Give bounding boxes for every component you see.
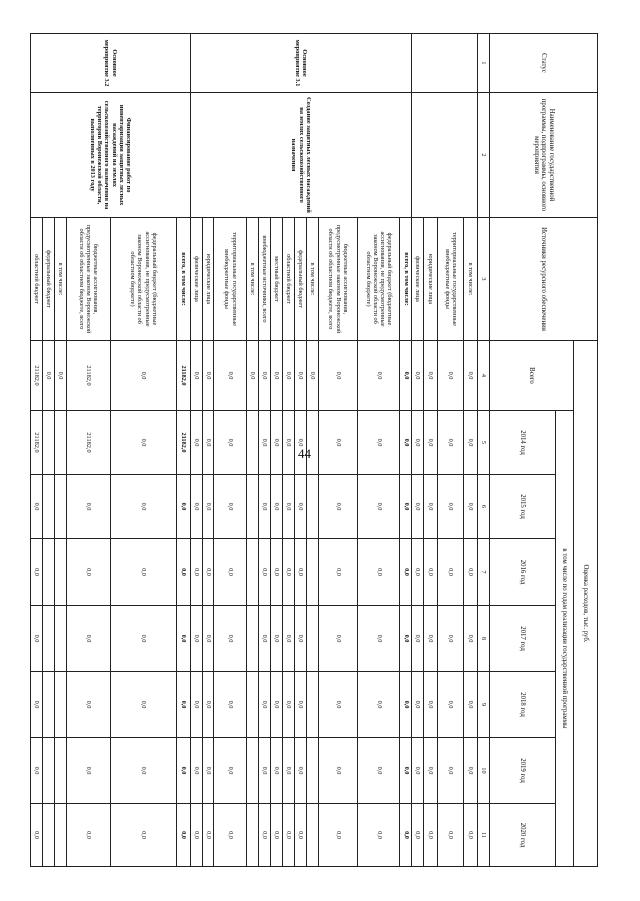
value-cell: 0,0 xyxy=(271,672,283,738)
value-cell xyxy=(54,672,66,738)
value-cell: 0,0 xyxy=(294,475,306,539)
value-cell xyxy=(247,738,259,804)
value-cell xyxy=(54,606,66,672)
value-cell: 0,0 xyxy=(111,475,176,539)
value-cell: 0,0 xyxy=(259,341,271,411)
value-cell: 0,0 xyxy=(464,539,478,606)
value-cell: 0,0 xyxy=(66,672,110,738)
value-cell: 0,0 xyxy=(259,539,271,606)
source-cell: в том числе: xyxy=(306,218,318,341)
source-cell: физические лица xyxy=(190,218,202,341)
header-source: Источники ресурсного обеспечения xyxy=(490,218,598,341)
header-status: Статус xyxy=(490,34,598,93)
value-cell: 0,0 xyxy=(259,804,271,867)
value-cell xyxy=(306,539,318,606)
value-cell xyxy=(54,475,66,539)
source-cell: областной бюджет xyxy=(31,218,43,341)
value-cell xyxy=(247,475,259,539)
header-year: 2018 год xyxy=(490,672,556,738)
value-cell: 0,0 xyxy=(202,411,214,475)
value-cell: 0,0 xyxy=(464,672,478,738)
header-year: 2020 год xyxy=(490,804,556,867)
header-by-years: в том числе по годам реализации государственной программы xyxy=(556,411,574,867)
value-cell: 0,0 xyxy=(271,341,283,411)
value-cell: 0,0 xyxy=(259,672,271,738)
value-cell xyxy=(247,804,259,867)
source-cell: в том числе: xyxy=(54,218,66,341)
value-cell: 0,0 xyxy=(31,804,43,867)
source-cell: бюджетные ассигнования, предусмотренные законом Воронежской области об областном бюджете, всего xyxy=(66,218,110,341)
value-cell: 0,0 xyxy=(400,341,412,411)
value-cell xyxy=(54,411,66,475)
value-cell: 0,0 xyxy=(424,539,438,606)
source-cell: в том числе: xyxy=(247,218,259,341)
value-cell xyxy=(43,539,55,606)
value-cell: 0,0 xyxy=(464,411,478,475)
value-cell xyxy=(43,606,55,672)
source-cell: территориальные государственные внебюджетные фонды xyxy=(438,218,464,341)
source-cell: федеральный бюджет xyxy=(43,218,55,341)
value-cell: 0,0 xyxy=(190,804,202,867)
value-cell: 0,0 xyxy=(424,411,438,475)
value-cell: 0,0 xyxy=(318,411,358,475)
source-cell: бюджетные ассигнования, предусмотренные законом Воронежской области об областном бюджете, всего xyxy=(318,218,358,341)
value-cell: 0,0 xyxy=(438,606,464,672)
value-cell: 0,0 xyxy=(318,804,358,867)
value-cell: 0,0 xyxy=(358,411,400,475)
value-cell: 0,0 xyxy=(259,738,271,804)
value-cell: 0,0 xyxy=(214,672,247,738)
value-cell: 0,0 xyxy=(294,341,306,411)
value-cell: 0,0 xyxy=(202,738,214,804)
source-cell: физические лица xyxy=(412,218,424,341)
value-cell: 21182,0 xyxy=(31,411,43,475)
column-number: 9 xyxy=(478,672,490,738)
status-cell: Основное мероприятие 3.1 xyxy=(190,34,412,93)
source-cell: юридические лица xyxy=(424,218,438,341)
value-cell: 0,0 xyxy=(202,341,214,411)
value-cell: 0,0 xyxy=(424,672,438,738)
value-cell: 0,0 xyxy=(282,411,294,475)
value-cell: 0,0 xyxy=(358,672,400,738)
value-cell: 0,0 xyxy=(190,738,202,804)
source-cell: федеральный бюджет xyxy=(294,218,306,341)
value-cell: 0,0 xyxy=(438,539,464,606)
header-year: 2017 год xyxy=(490,606,556,672)
value-cell: 0,0 xyxy=(202,475,214,539)
column-number: 7 xyxy=(478,539,490,606)
value-cell: 0,0 xyxy=(190,606,202,672)
source-cell: в том числе: xyxy=(464,218,478,341)
value-cell: 0,0 xyxy=(282,341,294,411)
value-cell: 0,0 xyxy=(424,606,438,672)
value-cell: 0,0 xyxy=(111,539,176,606)
value-cell: 0,0 xyxy=(214,539,247,606)
value-cell: 0,0 xyxy=(214,475,247,539)
value-cell: 0,0 xyxy=(358,804,400,867)
value-cell: 0,0 xyxy=(271,539,283,606)
column-number: 5 xyxy=(478,411,490,475)
value-cell: 0,0 xyxy=(412,411,424,475)
value-cell xyxy=(247,411,259,475)
value-cell: 0,0 xyxy=(111,411,176,475)
value-cell: 0,0 xyxy=(400,475,412,539)
name-cell xyxy=(412,93,478,218)
table-row xyxy=(464,34,478,867)
value-cell: 0,0 xyxy=(412,672,424,738)
value-cell: 0,0 xyxy=(176,738,190,804)
value-cell: 0,0 xyxy=(412,341,424,411)
value-cell: 0,0 xyxy=(214,411,247,475)
value-cell: 0,0 xyxy=(282,606,294,672)
value-cell: 21182,0 xyxy=(66,341,110,411)
column-number: 6 xyxy=(478,475,490,539)
value-cell: 0,0 xyxy=(190,672,202,738)
value-cell: 0,0 xyxy=(43,341,55,411)
value-cell: 0,0 xyxy=(438,738,464,804)
value-cell: 0,0 xyxy=(271,738,283,804)
source-cell: территориальные государственные внебюджетные фонды xyxy=(214,218,247,341)
value-cell: 0,0 xyxy=(294,738,306,804)
value-cell xyxy=(247,539,259,606)
header-year: 2019 год xyxy=(490,738,556,804)
value-cell xyxy=(306,804,318,867)
value-cell: 0,0 xyxy=(306,341,318,411)
budget-table xyxy=(30,33,598,867)
value-cell: 0,0 xyxy=(282,539,294,606)
value-cell: 0,0 xyxy=(31,672,43,738)
value-cell: 0,0 xyxy=(271,411,283,475)
value-cell: 0,0 xyxy=(66,475,110,539)
value-cell: 0,0 xyxy=(318,341,358,411)
value-cell: 0,0 xyxy=(400,738,412,804)
value-cell: 0,0 xyxy=(400,539,412,606)
value-cell: 0,0 xyxy=(214,738,247,804)
value-cell: 0,0 xyxy=(214,804,247,867)
value-cell: 0,0 xyxy=(176,672,190,738)
value-cell: 0,0 xyxy=(400,411,412,475)
value-cell: 0,0 xyxy=(111,672,176,738)
value-cell: 0,0 xyxy=(318,606,358,672)
value-cell: 0,0 xyxy=(438,672,464,738)
table-row xyxy=(176,34,190,867)
value-cell xyxy=(54,804,66,867)
value-cell: 0,0 xyxy=(294,672,306,738)
value-cell: 0,0 xyxy=(424,804,438,867)
value-cell xyxy=(306,738,318,804)
value-cell: 0,0 xyxy=(111,738,176,804)
header-estimate: Оценка расходов, тыс. руб. xyxy=(574,341,598,867)
value-cell: 0,0 xyxy=(259,475,271,539)
value-cell: 0,0 xyxy=(176,475,190,539)
source-cell: всего, в том числе: xyxy=(400,218,412,341)
header-year: 2016 год xyxy=(490,539,556,606)
value-cell: 0,0 xyxy=(214,606,247,672)
value-cell: 0,0 xyxy=(66,738,110,804)
value-cell: 0,0 xyxy=(358,606,400,672)
value-cell: 0,0 xyxy=(294,804,306,867)
header-total: Всего xyxy=(490,341,574,411)
value-cell: 0,0 xyxy=(214,341,247,411)
value-cell: 0,0 xyxy=(190,411,202,475)
value-cell xyxy=(43,475,55,539)
value-cell: 0,0 xyxy=(111,804,176,867)
status-cell: Основное мероприятие 3.2 xyxy=(31,34,191,93)
source-cell: внебюджетные источники, всего xyxy=(259,218,271,341)
value-cell xyxy=(247,606,259,672)
value-cell: 0,0 xyxy=(464,804,478,867)
value-cell: 0,0 xyxy=(202,539,214,606)
value-cell: 0,0 xyxy=(190,341,202,411)
page-number: 44 xyxy=(298,446,311,461)
value-cell: 0,0 xyxy=(318,672,358,738)
value-cell: 0,0 xyxy=(294,539,306,606)
source-cell: юридические лица xyxy=(202,218,214,341)
column-number: 8 xyxy=(478,606,490,672)
value-cell: 0,0 xyxy=(176,804,190,867)
value-cell: 0,0 xyxy=(271,606,283,672)
value-cell: 0,0 xyxy=(358,341,400,411)
source-cell: федеральный бюджет (бюджетные ассигнования, не предусмотренные законом Воронежской области об областном бюджете) xyxy=(111,218,176,341)
value-cell: 0,0 xyxy=(358,475,400,539)
value-cell xyxy=(306,411,318,475)
value-cell: 21182,0 xyxy=(66,411,110,475)
value-cell: 0,0 xyxy=(294,606,306,672)
value-cell: 0,0 xyxy=(464,738,478,804)
value-cell xyxy=(54,539,66,606)
source-cell: областной бюджет xyxy=(282,218,294,341)
value-cell xyxy=(54,738,66,804)
value-cell xyxy=(43,804,55,867)
value-cell: 0,0 xyxy=(318,539,358,606)
value-cell: 0,0 xyxy=(358,738,400,804)
value-cell: 0,0 xyxy=(464,475,478,539)
value-cell: 0,0 xyxy=(31,606,43,672)
value-cell xyxy=(247,672,259,738)
value-cell xyxy=(306,475,318,539)
value-cell: 0,0 xyxy=(111,606,176,672)
value-cell: 0,0 xyxy=(412,738,424,804)
source-cell: федеральный бюджет (бюджетные ассигнования, не предусмотренные законом Воронежской области об областном бюджете) xyxy=(358,218,400,341)
value-cell: 0,0 xyxy=(464,606,478,672)
value-cell: 0,0 xyxy=(424,341,438,411)
column-number: 10 xyxy=(478,738,490,804)
value-cell: 0,0 xyxy=(202,672,214,738)
value-cell: 21182,0 xyxy=(176,341,190,411)
value-cell: 0,0 xyxy=(400,606,412,672)
value-cell: 0,0 xyxy=(424,475,438,539)
value-cell: 0,0 xyxy=(400,804,412,867)
column-number: 1 xyxy=(478,34,490,93)
table-row xyxy=(400,34,412,867)
value-cell xyxy=(43,738,55,804)
value-cell: 0,0 xyxy=(271,475,283,539)
value-cell: 0,0 xyxy=(412,539,424,606)
value-cell: 0,0 xyxy=(438,804,464,867)
value-cell: 21182,0 xyxy=(31,341,43,411)
column-number: 11 xyxy=(478,804,490,867)
column-number: 2 xyxy=(478,93,490,218)
header-name: Наименование государственной программы, подпрограммы, основного мероприятия xyxy=(490,93,598,218)
value-cell: 0,0 xyxy=(176,606,190,672)
value-cell: 0,0 xyxy=(318,738,358,804)
value-cell: 0,0 xyxy=(176,539,190,606)
value-cell: 0,0 xyxy=(464,341,478,411)
value-cell: 0,0 xyxy=(271,804,283,867)
value-cell: 0,0 xyxy=(190,475,202,539)
value-cell: 0,0 xyxy=(202,804,214,867)
value-cell: 0,0 xyxy=(438,411,464,475)
header-year: 2015 год xyxy=(490,475,556,539)
value-cell: 0,0 xyxy=(438,475,464,539)
value-cell: 0,0 xyxy=(31,475,43,539)
value-cell: 0,0 xyxy=(282,738,294,804)
source-cell: местный бюджет xyxy=(271,218,283,341)
column-number: 4 xyxy=(478,341,490,411)
value-cell xyxy=(43,672,55,738)
value-cell: 0,0 xyxy=(318,475,358,539)
source-cell: всего, в том числе: xyxy=(176,218,190,341)
value-cell: 0,0 xyxy=(190,539,202,606)
value-cell: 0,0 xyxy=(31,539,43,606)
value-cell: 21182,0 xyxy=(176,411,190,475)
value-cell: 0,0 xyxy=(202,606,214,672)
value-cell: 0,0 xyxy=(412,804,424,867)
value-cell: 0,0 xyxy=(400,672,412,738)
value-cell: 0,0 xyxy=(247,341,259,411)
value-cell: 0,0 xyxy=(294,411,306,475)
value-cell xyxy=(306,672,318,738)
value-cell: 0,0 xyxy=(111,341,176,411)
value-cell: 0,0 xyxy=(412,606,424,672)
value-cell: 0,0 xyxy=(259,606,271,672)
value-cell: 0,0 xyxy=(282,804,294,867)
rotated-table-container xyxy=(30,33,598,866)
name-cell: Создание защитных лесных насаждений на землях сельскохозяйственного назначения xyxy=(190,93,412,218)
status-cell xyxy=(412,34,478,93)
value-cell: 0,0 xyxy=(358,539,400,606)
value-cell: 0,0 xyxy=(259,411,271,475)
value-cell: 0,0 xyxy=(282,672,294,738)
value-cell: 0,0 xyxy=(54,341,66,411)
value-cell: 0,0 xyxy=(66,804,110,867)
value-cell: 0,0 xyxy=(282,475,294,539)
value-cell xyxy=(306,606,318,672)
name-cell: Финансирование работ по инвентаризации защитных лесных насаждений на землях сельскохозяйственного назначения на территории Воронежской области, выполненных в 2013 году xyxy=(31,93,191,218)
value-cell: 0,0 xyxy=(412,475,424,539)
header-year: 2014 год xyxy=(490,411,556,475)
value-cell: 0,0 xyxy=(31,738,43,804)
value-cell: 0,0 xyxy=(424,738,438,804)
value-cell xyxy=(43,411,55,475)
value-cell: 0,0 xyxy=(438,341,464,411)
value-cell: 0,0 xyxy=(66,539,110,606)
value-cell: 0,0 xyxy=(66,606,110,672)
column-number: 3 xyxy=(478,218,490,341)
